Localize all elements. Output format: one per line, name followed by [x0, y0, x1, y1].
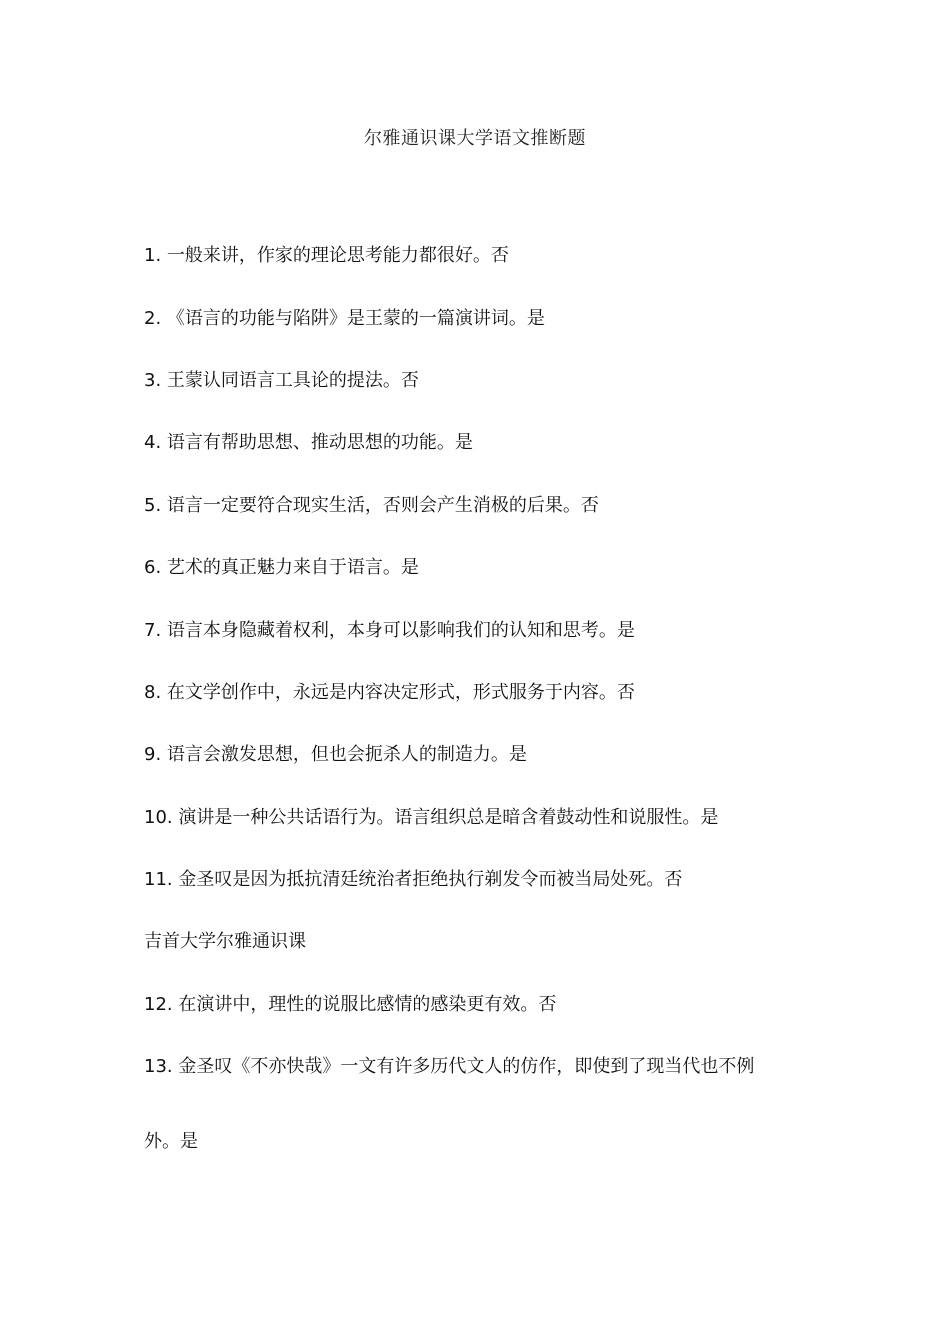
- question-5: 5. 语言一定要符合现实生活，否则会产生消极的后果。否: [144, 495, 599, 516]
- question-10: 10. 演讲是一种公共话语行为。语言组织总是暗含着鼓动性和说服性。是: [144, 807, 719, 828]
- question-8: 8. 在文学创作中，永远是内容决定形式，形式服务于内容。否: [144, 682, 635, 703]
- question-11: 11. 金圣叹是因为抵抗清廷统治者拒绝执行剃发令而被当局处死。否: [144, 869, 683, 890]
- question-2: 2. 《语言的功能与陷阱》是王蒙的一篇演讲词。是: [144, 308, 545, 329]
- question-6: 6. 艺术的真正魅力来自于语言。是: [144, 557, 419, 578]
- question-1: 1. 一般来讲，作家的理论思考能力都很好。否: [144, 245, 509, 266]
- question-12: 12. 在演讲中，理性的说服比感情的感染更有效。否: [144, 994, 557, 1015]
- question-7: 7. 语言本身隐藏着权利，本身可以影响我们的认知和思考。是: [144, 620, 635, 641]
- question-3: 3. 王蒙认同语言工具论的提法。否: [144, 370, 419, 391]
- question-9: 9. 语言会激发思想，但也会扼杀人的制造力。是: [144, 744, 527, 765]
- question-13-continued: 外。是: [144, 1131, 198, 1152]
- document-title: 尔雅通识课大学语文推断题: [364, 128, 586, 149]
- section-label: 吉首大学尔雅通识课: [144, 931, 306, 952]
- question-4: 4. 语言有帮助思想、推动思想的功能。是: [144, 432, 473, 453]
- question-13: 13. 金圣叹《不亦快哉》一文有许多历代文人的仿作，即使到了现当代也不例: [144, 1056, 755, 1077]
